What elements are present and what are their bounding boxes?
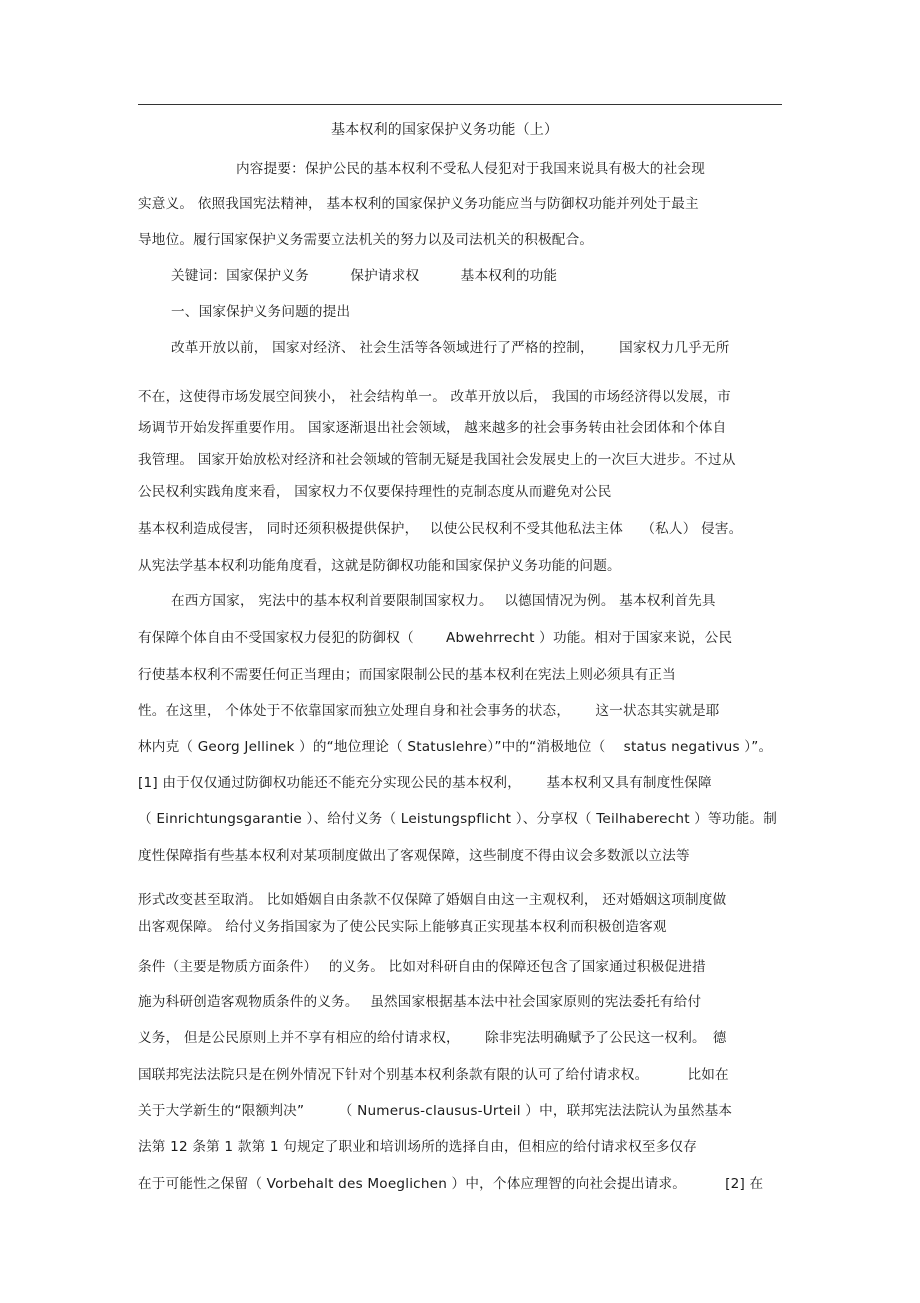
paragraph-line: 有保障个体自由不受国家权力侵犯的防御权（ Abwehrrecht ）功能。相对于国家来说，公民 — [138, 630, 733, 646]
paragraph-line: 林内克（ Georg Jellinek ）的“地位理论（ Statuslehre）”中的“消极地位（ status negativus ）”。 — [138, 739, 773, 755]
paragraph-line: 形式改变甚至取消。 比如婚姻自由条款不仅保障了婚姻自由这一主观权利， 还对婚姻这项制度做 — [138, 892, 727, 908]
paragraph-line: 我管理。 国家开始放松对经济和社会领域的管制无疑是我国社会发展史上的一次巨大进步。不过从 — [138, 452, 736, 468]
paragraph-line: 导地位。履行国家保护义务需要立法机关的努力以及司法机关的积极配合。 — [138, 232, 594, 248]
paragraph-line: 内容提要：保护公民的基本权利不受私人侵犯对于我国来说具有极大的社会现 — [236, 161, 705, 177]
paragraph-line: 基本权利造成侵害， 同时还须积极提供保护， 以使公民权利不受其他私法主体 （私人） 侵害。 — [138, 521, 743, 537]
paragraph-line: （ Einrichtungsgarantie ）、给付义务（ Leistungspflicht ）、分享权（ Teilhaberecht ）等功能。制 — [138, 811, 778, 827]
section-heading: 一、国家保护义务问题的提出 — [171, 304, 351, 320]
paragraph-line: [1] 由于仅仅通过防御权功能还不能充分实现公民的基本权利， 基本权利又具有制度性保障 — [138, 775, 712, 791]
paragraph-line: 关于大学新生的“限额判决” （ Numerus-clausus-Urteil ）中，联邦宪法法院认为虽然基本 — [138, 1103, 733, 1119]
header-rule — [138, 104, 782, 105]
paragraph-line: 出客观保障。 给付义务指国家为了使公民实际上能够真正实现基本权利而积极创造客观 — [138, 919, 667, 935]
paragraph-line: 行使基本权利不需要任何正当理由；而国家限制公民的基本权利在宪法上则必须具有正当 — [138, 667, 676, 683]
paragraph-line: 公民权利实践角度来看， 国家权力不仅要保持理性的克制态度从而避免对公民 — [138, 484, 612, 500]
paragraph-line: 国联邦宪法法院只是在例外情况下针对个别基本权利条款有限的认可了给付请求权。 比如在 — [138, 1067, 729, 1083]
paragraph-line: 性。在这里， 个体处于不依靠国家而独立处理自身和社会事务的状态， 这一状态其实就是耶 — [138, 703, 720, 719]
paragraph-line: 度性保障指有些基本权利对某项制度做出了客观保障，这些制度不得由议会多数派以立法等 — [138, 848, 690, 864]
paragraph-line: 义务， 但是公民原则上并不享有相应的给付请求权， 除非宪法明确赋予了公民这一权利。 德 — [138, 1030, 727, 1046]
paragraph-line: 场调节开始发挥重要作用。 国家逐渐退出社会领域， 越来越多的社会事务转由社会团体和个体自 — [138, 420, 727, 436]
keywords-line: 关键词：国家保护义务 保护请求权 基本权利的功能 — [171, 268, 558, 284]
paragraph-line: 改革开放以前， 国家对经济、 社会生活等各领域进行了严格的控制， 国家权力几乎无所 — [171, 340, 730, 356]
paragraph-line: 在于可能性之保留（ Vorbehalt des Moeglichen ）中，个体应理智的向社会提出请求。 [2] 在 — [138, 1176, 764, 1192]
paragraph-line: 条件（主要是物质方面条件） 的义务。 比如对科研自由的保障还包含了国家通过积极促进措 — [138, 959, 706, 975]
paragraph-line: 不在，这使得市场发展空间狭小， 社会结构单一。 改革开放以后， 我国的市场经济得以发展，市 — [138, 389, 731, 405]
paragraph-line: 从宪法学基本权利功能角度看，这就是防御权功能和国家保护义务功能的问题。 — [138, 558, 621, 574]
paragraph-line: 施为科研创造客观物质条件的义务。 虽然国家根据基本法中社会国家原则的宪法委托有给付 — [138, 994, 702, 1010]
paragraph-line: 在西方国家， 宪法中的基本权利首要限制国家权力。 以德国情况为例。 基本权利首先具 — [171, 593, 716, 609]
paragraph-line: 法第 12 条第 1 款第 1 句规定了职业和培训场所的选择自由，但相应的给付请求权至多仅存 — [138, 1139, 698, 1155]
document-title: 基本权利的国家保护义务功能（上） — [331, 122, 559, 138]
paragraph-line: 实意义。 依照我国宪法精神， 基本权利的国家保护义务功能应当与防御权功能并列处于最主 — [138, 196, 699, 212]
